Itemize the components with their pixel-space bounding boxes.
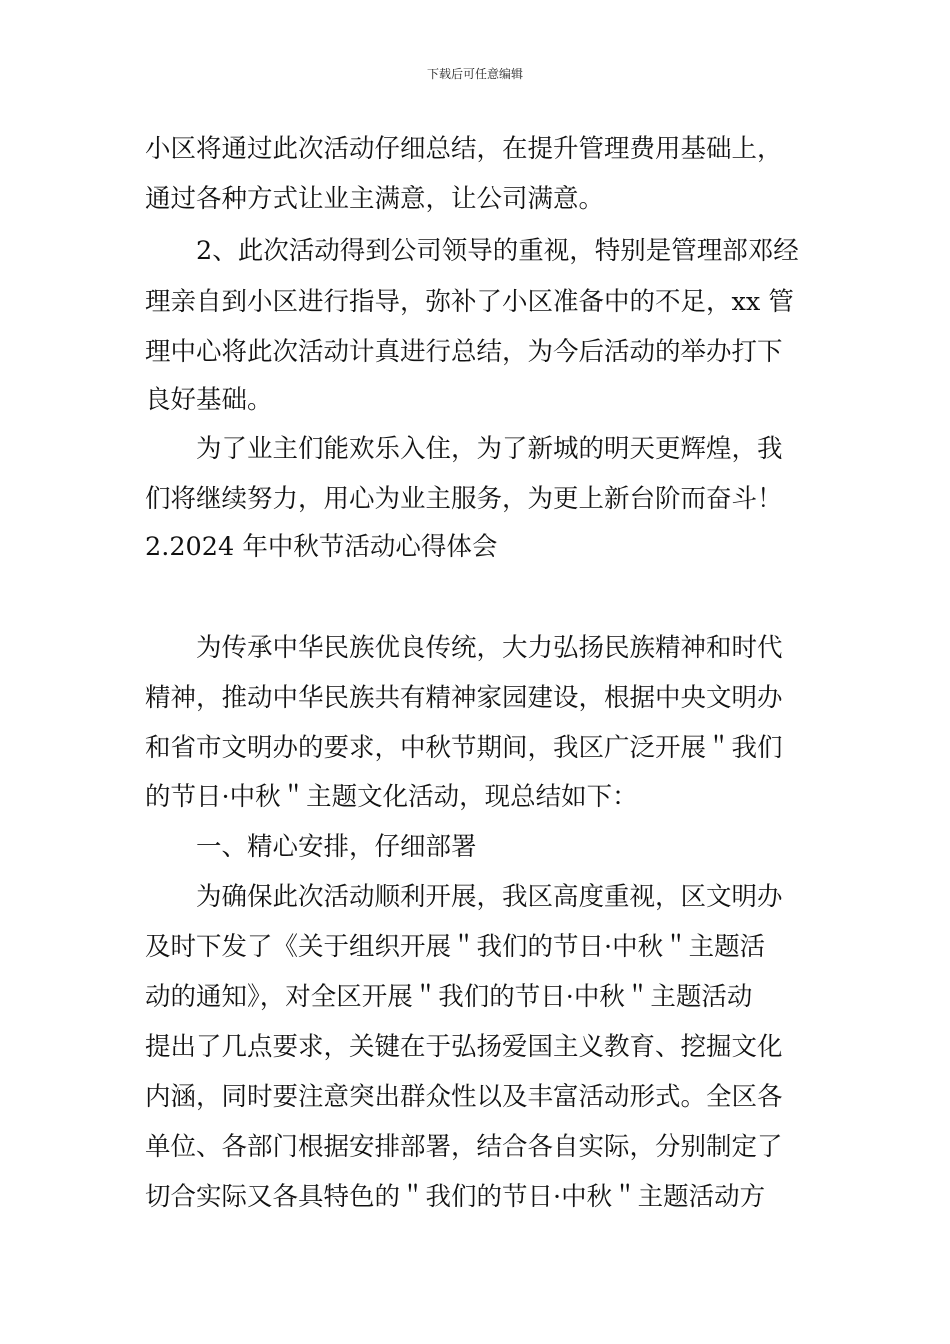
text-line: 动的通知》，对全区开展＂我们的节日·中秋＂主题活动 bbox=[145, 982, 753, 1012]
subheading: 一、精心安排，仔细部署 bbox=[196, 832, 477, 862]
text-line: 单位、各部门根据安排部署，结合各自实际，分别制定了 bbox=[145, 1132, 783, 1162]
text-line: 为传承中华民族优良传统，大力弘扬民族精神和时代 bbox=[196, 633, 783, 663]
text-line: 及时下发了《关于组织开展＂我们的节日·中秋＂主题活 bbox=[145, 932, 766, 962]
text-line: 良好基础。 bbox=[145, 385, 273, 415]
text-line: 理亲自到小区进行指导，弥补了小区准备中的不足，xx 管 bbox=[145, 287, 794, 317]
text-line: 小区将通过此次活动仔细总结，在提升管理费用基础上， bbox=[145, 134, 783, 164]
text-line: 和省市文明办的要求，中秋节期间，我区广泛开展＂我们 bbox=[145, 733, 783, 763]
text-line: 提出了几点要求，关键在于弘扬爱国主义教育、挖掘文化 bbox=[145, 1032, 783, 1062]
text-line: 切合实际又各具特色的＂我们的节日·中秋＂主题活动方 bbox=[145, 1182, 766, 1212]
text-line: 精神，推动中华民族共有精神家园建设，根据中央文明办 bbox=[145, 683, 783, 713]
text-line: 理中心将此次活动计真进行总结，为今后活动的举办打下 bbox=[145, 337, 783, 367]
page-header: 下载后可任意编辑 bbox=[426, 67, 523, 81]
text-line: 2、此次活动得到公司领导的重视，特别是管理部邓经 bbox=[196, 236, 799, 266]
text-line: 为确保此次活动顺利开展，我区高度重视，区文明办 bbox=[196, 882, 783, 912]
text-line: 通过各种方式让业主满意，让公司满意。 bbox=[145, 184, 605, 214]
section-title: 2.2024 年中秋节活动心得体会 bbox=[145, 532, 498, 562]
text-line: 为了业主们能欢乐入住，为了新城的明天更辉煌，我 bbox=[196, 434, 783, 464]
text-line: 们将继续努力，用心为业主服务，为更上新台阶而奋斗！ bbox=[145, 484, 783, 514]
text-line: 的节日·中秋＂主题文化活动，现总结如下： bbox=[145, 782, 638, 812]
text-line: 内涵，同时要注意突出群众性以及丰富活动形式。全区各 bbox=[145, 1082, 783, 1112]
